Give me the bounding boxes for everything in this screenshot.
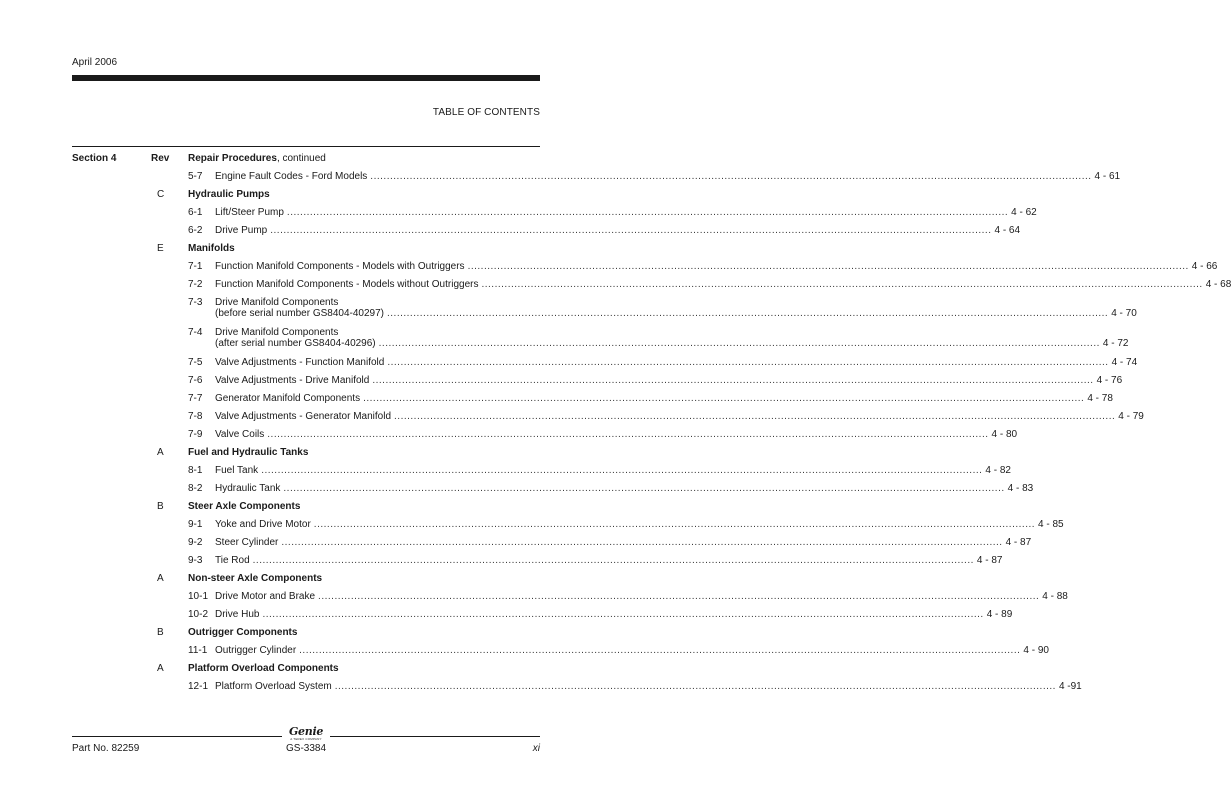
entry-number: 9-2 (188, 537, 203, 548)
toc-entry[interactable] (188, 555, 1003, 569)
group-rev: B (157, 627, 164, 638)
toc-entry[interactable] (188, 465, 1011, 479)
page-number: xi (532, 743, 540, 754)
entry-page: 4 - 70 (1111, 308, 1137, 319)
entry-label: Tie Rod (215, 555, 250, 566)
part-number: Part No. 82259 (72, 743, 140, 754)
dot-leader: ............................................................................................................................................................................................................................ (370, 171, 1092, 182)
entry-label: Drive Pump (215, 225, 268, 236)
entry-number: 7-6 (188, 375, 203, 386)
entry-label: Steer Cylinder (215, 537, 279, 548)
rev-column-label: Rev (151, 153, 170, 164)
dot-leader: ............................................................................................................................................................................................................................ (283, 483, 1005, 494)
toc-entry[interactable] (188, 207, 1037, 221)
toc-entry[interactable] (188, 357, 1138, 371)
group-rev: A (157, 663, 164, 674)
toc-entry[interactable] (188, 483, 1034, 497)
entry-number: 7-8 (188, 411, 203, 422)
entry-number: 8-1 (188, 465, 203, 476)
toc-entry[interactable] (188, 225, 1021, 239)
entry-number: 10-1 (188, 591, 209, 602)
entry-page: 4 - 68 (1205, 279, 1231, 290)
toc-entry[interactable] (188, 537, 1032, 551)
toc-entry[interactable] (188, 327, 1129, 353)
entry-page: 4 - 89 (986, 609, 1013, 620)
entry-number: 6-1 (188, 207, 203, 218)
entry-label: Drive Hub (215, 609, 260, 620)
entry-label: (before serial number GS8404-40297) (215, 308, 384, 319)
dot-leader: ............................................................................................................................................................................................................................ (386, 308, 1109, 319)
entry-label: Function Manifold Components - Models without Outriggers (215, 279, 479, 290)
group-rev: A (157, 447, 164, 458)
toc-entry[interactable] (188, 609, 1013, 623)
entry-number: 7-4 (188, 327, 203, 338)
group-title: Fuel and Hydraulic Tanks (188, 447, 309, 458)
entry-number: 7-5 (188, 357, 203, 368)
entry-number: 9-3 (188, 555, 203, 566)
group-title: Manifolds (188, 243, 235, 254)
dot-leader: ............................................................................................................................................................................................................................ (252, 555, 974, 566)
dot-leader: ............................................................................................................................................................................................................................ (378, 338, 1100, 349)
entry-page: 4 - 79 (1118, 411, 1144, 422)
footer-rule-right (330, 736, 540, 737)
header-bar (72, 75, 540, 81)
entry-number: 8-2 (188, 483, 203, 494)
entry-label: Outrigger Cylinder (215, 645, 297, 656)
toc-entry[interactable] (188, 279, 1231, 293)
entry-label: Function Manifold Components - Models with Outriggers (215, 261, 465, 272)
toc-entry[interactable] (188, 171, 1121, 185)
group-rev: E (157, 243, 164, 254)
entry-page: 4 - 64 (994, 225, 1021, 236)
dot-leader: ............................................................................................................................................................................................................................ (334, 681, 1056, 692)
entry-label: Drive Manifold Components (215, 297, 339, 308)
entry-label: Platform Overload System (215, 681, 332, 692)
section-column-label: Section 4 (72, 153, 117, 164)
header-divider (72, 146, 540, 147)
entry-label: (after serial number GS8404-40296) (215, 338, 376, 349)
entry-label: Hydraulic Tank (215, 483, 281, 494)
toc-entry[interactable] (188, 429, 1018, 443)
entry-number: 11-1 (188, 645, 208, 656)
entry-number: 6-2 (188, 225, 203, 236)
page-title: TABLE OF CONTENTS (432, 107, 540, 118)
entry-number: 12-1 (188, 681, 209, 692)
entry-page: 4 - 83 (1007, 483, 1034, 494)
entry-label: Drive Manifold Components (215, 327, 339, 338)
entry-label: Valve Adjustments - Function Manifold (215, 357, 385, 368)
toc-entry[interactable] (188, 519, 1064, 533)
entry-page: 4 - 78 (1087, 393, 1113, 404)
dot-leader: ............................................................................................................................................................................................................................ (318, 591, 1040, 602)
entry-label: Generator Manifold Components (215, 393, 361, 404)
dot-leader: ............................................................................................................................................................................................................................ (281, 537, 1003, 548)
dot-leader: ............................................................................................................................................................................................................................ (387, 357, 1109, 368)
entry-page: 4 - 88 (1042, 591, 1068, 602)
entry-page: 4 - 62 (1011, 207, 1037, 218)
dot-leader: ............................................................................................................................................................................................................................ (267, 429, 989, 440)
group-title: Non-steer Axle Components (188, 573, 323, 584)
dot-leader: ............................................................................................................................................................................................................................ (467, 261, 1189, 272)
toc-entry[interactable] (188, 681, 1082, 695)
toc-entry[interactable] (188, 411, 1144, 425)
entry-page: 4 - 87 (976, 555, 1003, 566)
entry-page: 4 - 82 (985, 465, 1011, 476)
dot-leader: ............................................................................................................................................................................................................................ (372, 375, 1094, 386)
entry-page: 4 - 61 (1094, 171, 1121, 182)
entry-number: 7-1 (188, 261, 203, 272)
toc-entry[interactable] (188, 393, 1113, 407)
toc-entry[interactable] (188, 261, 1218, 275)
group-rev: A (157, 573, 164, 584)
dot-leader: ............................................................................................................................................................................................................................ (270, 225, 992, 236)
entry-label: Valve Coils (215, 429, 265, 440)
toc-entry[interactable] (188, 297, 1137, 323)
entry-label: Yoke and Drive Motor (215, 519, 311, 530)
entry-page: 4 - 66 (1191, 261, 1218, 272)
entry-page: 4 - 90 (1023, 645, 1049, 656)
entry-number: 5-7 (188, 171, 203, 182)
entry-number: 7-7 (188, 393, 203, 404)
footer-rule-left (72, 736, 282, 737)
group-rev: C (157, 189, 165, 200)
group-title: Hydraulic Pumps (188, 189, 270, 200)
entry-number: 9-1 (188, 519, 203, 530)
entry-number: 10-2 (188, 609, 209, 620)
dot-leader: ............................................................................................................................................................................................................................ (394, 411, 1116, 422)
entry-number: 7-3 (188, 297, 203, 308)
genie-logo: Genie A TEREX COMPANY (288, 725, 324, 741)
page-footer (72, 726, 540, 766)
dot-leader: ............................................................................................................................................................................................................................ (261, 465, 983, 476)
entry-number: 7-2 (188, 279, 203, 290)
toc-entry[interactable] (188, 375, 1123, 389)
entry-page: 4 - 74 (1111, 357, 1138, 368)
dot-leader: ............................................................................................................................................................................................................................ (299, 645, 1021, 656)
group-title: Repair Procedures, continued (188, 153, 326, 164)
group-title: Steer Axle Components (188, 501, 301, 512)
group-rev: B (157, 501, 164, 512)
header-date: April 2006 (72, 57, 118, 68)
entry-label: Valve Adjustments - Generator Manifold (215, 411, 392, 422)
entry-page: 4 -91 (1058, 681, 1082, 692)
entry-number: 7-9 (188, 429, 203, 440)
dot-leader: ............................................................................................................................................................................................................................ (313, 519, 1036, 530)
dot-leader: ............................................................................................................................................................................................................................ (262, 609, 984, 620)
toc-entry[interactable] (188, 591, 1068, 605)
entry-label: Fuel Tank (215, 465, 259, 476)
entry-page: 4 - 72 (1102, 338, 1129, 349)
entry-page: 4 - 80 (991, 429, 1018, 440)
entry-page: 4 - 85 (1038, 519, 1064, 530)
entry-label: Valve Adjustments - Drive Manifold (215, 375, 370, 386)
entry-label: Lift/Steer Pump (215, 207, 284, 218)
model-number: GS-3384 (286, 743, 327, 754)
entry-page: 4 - 87 (1005, 537, 1032, 548)
dot-leader: ............................................................................................................................................................................................................................ (286, 207, 1009, 218)
entry-page: 4 - 76 (1096, 375, 1123, 386)
group-title: Outrigger Components (188, 627, 298, 638)
group-title: Platform Overload Components (188, 663, 339, 674)
dot-leader: ............................................................................................................................................................................................................................ (363, 393, 1085, 404)
entry-label: Engine Fault Codes - Ford Models (215, 171, 368, 182)
dot-leader: ............................................................................................................................................................................................................................ (481, 279, 1203, 290)
entry-label: Drive Motor and Brake (215, 591, 316, 602)
toc-entry[interactable] (188, 645, 1049, 659)
